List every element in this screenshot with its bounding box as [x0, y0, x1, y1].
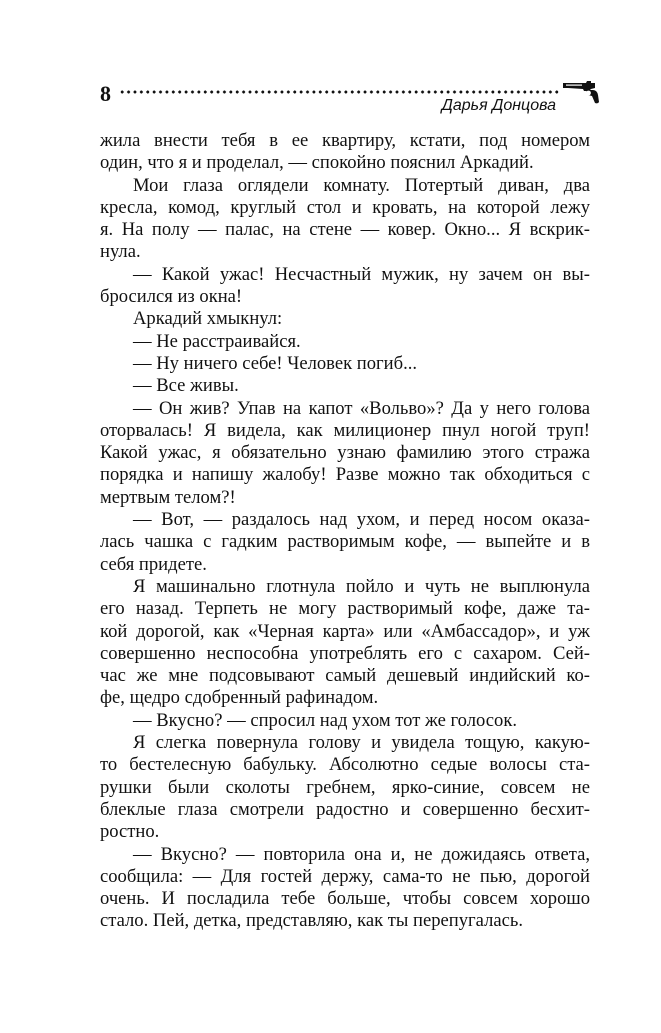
- page-number: 8: [100, 81, 111, 106]
- text-line: оторвалась! Я видела, как милиционер пнул ногой труп!: [100, 419, 590, 441]
- text-line: порядка и напишу жалобу! Разве можно так обходиться с: [100, 464, 590, 486]
- author-name: Дарья Донцова: [441, 97, 556, 114]
- running-header: [100, 78, 600, 118]
- text-line: я. На полу — палас, на стене — ковер. Окно... Я вскрик-: [100, 219, 590, 241]
- text-line: его назад. Терпеть не могу растворимый кофе, даже та-: [100, 598, 590, 620]
- text-line: час же мне подсовывают самый дешевый индийский ко-: [100, 665, 590, 687]
- text-line: — Вкусно? — спросил над ухом тот же голосок.: [133, 709, 517, 731]
- text-line: фе, щедро сдобренный рафинадом.: [100, 687, 379, 709]
- text-line: — Он жив? Упав на капот «Вольво»? Да у него голова: [133, 397, 590, 419]
- text-line: — Вот, — раздалось над ухом, и перед носом оказа-: [133, 509, 590, 531]
- text-line: Какой ужас, я обязательно узнаю фамилию этого стража: [100, 442, 590, 464]
- dotted-leader: [119, 90, 559, 94]
- body-text: [100, 130, 590, 933]
- text-line: рушки были сколоты гребнем, ярко-синие, совсем не: [100, 776, 590, 798]
- text-line: сообщила: — Для гостей держу, сама-то не пью, дорогой: [100, 865, 590, 887]
- text-line: совершенно неспособна употреблять его с сахаром. Сей-: [100, 642, 590, 664]
- text-line: — Все живы.: [133, 375, 239, 397]
- text-line: — Не расстраивайся.: [133, 330, 301, 352]
- text-line: лась чашка с гадким растворимым кофе, — выпейте и в: [100, 531, 590, 553]
- text-line: бросился из окна!: [100, 286, 243, 308]
- text-line: очень. И посладила тебе больше, чтобы совсем хорошо: [100, 888, 590, 910]
- text-line: то бестелесную бабульку. Абсолютно седые волосы ста-: [100, 754, 590, 776]
- text-line: ростно.: [100, 821, 160, 843]
- text-line: один, что я и проделал, — спокойно пояснил Аркадий.: [100, 152, 534, 174]
- text-line: — Вкусно? — повторила она и, не дожидаясь ответа,: [133, 843, 590, 865]
- text-line: — Ну ничего себе! Человек погиб...: [133, 352, 418, 374]
- revolver-icon: [562, 80, 600, 104]
- text-line: себя придете.: [100, 553, 207, 575]
- text-line: стало. Пей, детка, представляю, как ты перепугалась.: [100, 910, 523, 932]
- text-line: жила внести тебя в ее квартиру, кстати, под номером: [100, 130, 590, 151]
- text-line: Я слегка повернула голову и увидела тощую, какую-: [133, 732, 590, 754]
- text-line: нула.: [100, 241, 141, 263]
- text-line: блеклые глаза смотрели радостно и совершенно бесхит-: [100, 798, 590, 820]
- text-line: мертвым телом?!: [100, 486, 236, 508]
- text-line: Аркадий хмыкнул:: [133, 308, 283, 330]
- text-line: кресла, комод, круглый стол и кровать, на которой лежу: [100, 196, 590, 218]
- text-line: Мои глаза оглядели комнату. Потертый диван, два: [133, 174, 590, 196]
- text-line: Я машинально глотнула пойло и чуть не выплюнула: [133, 575, 590, 597]
- text-line: кой дорогой, как «Черная карта» или «Амбассадор», и уж: [100, 620, 590, 642]
- text-line: — Какой ужас! Несчастный мужик, ну зачем он вы-: [133, 263, 590, 285]
